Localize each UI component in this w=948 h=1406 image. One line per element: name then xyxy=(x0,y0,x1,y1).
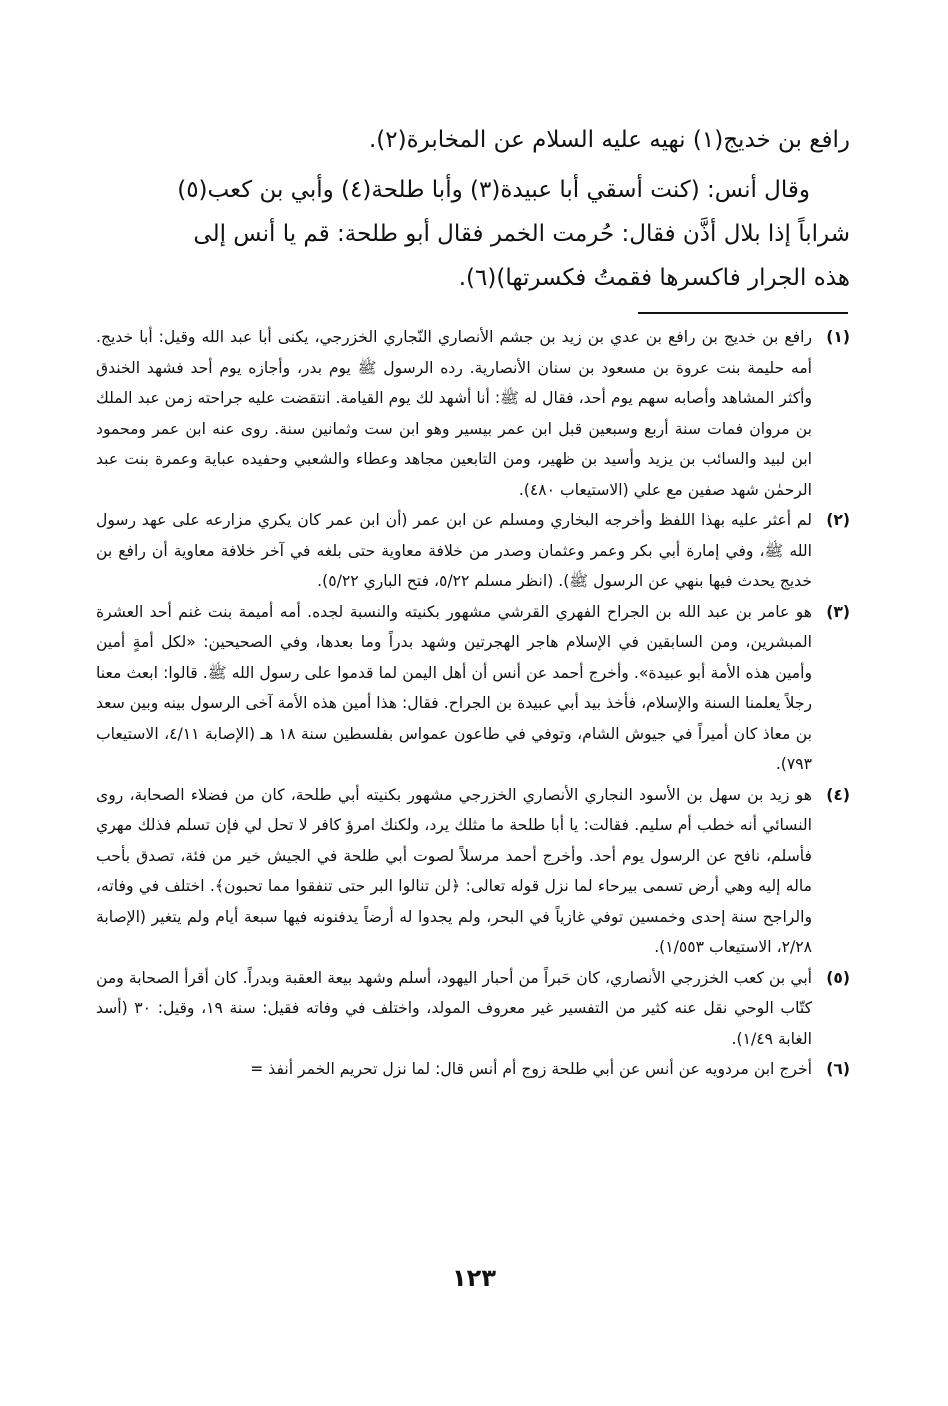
footnote-1 xyxy=(96,322,850,505)
footnote-text: أخرج ابن مردويه عن أنس عن أبي طلحة زوج أم أنس قال: لما نزل تحريم الخمر أنفذ = xyxy=(250,1060,812,1078)
main-text-line-1: رافع بن خديج(١) نهيه عليه السلام عن المخابرة(٢). xyxy=(369,127,850,153)
footnote-number: (٦) xyxy=(826,1060,850,1078)
footnote-6 xyxy=(96,1054,850,1085)
footnote-5 xyxy=(96,963,850,1055)
footnote-number: (١) xyxy=(826,328,850,346)
footnote-number: (٤) xyxy=(826,785,850,804)
footnote-3 xyxy=(96,597,850,780)
footnote-text: أبي بن كعب الخزرجي الأنصاري، كان حَبراً من أحبار اليهود، أسلم وشهد بيعة العقبة وبدراً. كان أقرأ الصحابة ومن كتّاب الوحي نقل عنه كثير من التفسير غير معروف المولد، واختلف في وفاته فقيل: سنة ١٩، وقيل: ٣٠ (أسد الغابة ١/٤٩). xyxy=(96,968,812,1048)
main-text-paragraph-2: وقال أنس: (كنت أسقي أبا عبيدة(٣) وأبا طلحة(٤) وأبي بن كعب(٥) شراباً إذا بلال أذَّن فقال: حُرمت الخمر فقال أبو طلحة: قم يا أنس إلى هذه الجرار فاكسرها فقمتُ فكسرتها)(٦). xyxy=(177,177,850,291)
footnote-4 xyxy=(96,780,850,963)
footnote-text: لم أعثر عليه بهذا اللفظ وأخرجه البخاري ومسلم عن ابن عمر (أن ابن عمر كان يكري مزارعه على عهد رسول الله ﷺ، وفي إمارة أبي بكر وعمر وعثمان وصدر من خلافة معاوية حتى بلغه في آخر خلافة معاوية أن رافع بن خديج يحدث فيها بنهي عن الرسول ﷺ). (انظر مسلم ٥/٢٢، فتح الباري ٥/٢٢). xyxy=(96,511,812,590)
footnote-text: هو زيد بن سهل بن الأسود النجاري الأنصاري الخزرجي مشهور بكنيته أبي طلحة، كان من فضلاء الصحابة، روى النسائي أنه خطب أم سليم. فقالت: يا أبا طلحة ما مثلك يرد، ولكنك امرؤ كافر لا تحل لي فإن تسلم فذلك مهري فأسلم، نافح عن الرسول يوم أحد. وأخرج أحمد مرسلاً لصوت أبي طلحة في الجيش خير من فئة، تصدق بأحب ماله إليه وهي أرض تسمى بيرحاء لما نزل قوله تعالى: ﴿لن تنالوا البر حتى تنفقوا مما تحبون﴾. اختلف في وفاته، والراجح سنة إحدى وخمسين توفي غازياً في البحر، ولم يجدوا له أرضاً يدفنونه فيها سبعة أيام ولم يتغير (الإصابة ٢/٢٨، الاستيعاب ١/٥٥٣). xyxy=(96,785,812,956)
footnotes xyxy=(96,322,850,1085)
page-number: ١٢٣ xyxy=(452,1264,496,1292)
footnote-separator-rule xyxy=(638,312,848,314)
main-text xyxy=(150,118,850,300)
footnote-text: هو عامر بن عبد الله بن الجراح الفهري القرشي مشهور بكنيته والنسبة لجده. أمه أميمة بنت غنم أحد العشرة المبشرين، ومن السابقين في الإسلام هاجر الهجرتين وشهد بدراً وما بعدها، وفي الصحيحين: «لكل أمةٍ أمين وأمين هذه الأمة أبو عبيدة». وأخرج أحمد عن أنس أن أهل اليمن لما قدموا على رسول الله ﷺ. قالوا: ابعث معنا رجلاً يعلمنا السنة والإسلام، فأخذ بيد أبي عبيدة بن الجراح. فقال: هذا أمين هذه الأمة آخى الرسول بينه وبين سعد بن معاذ كان أميراً في جيوش الشام، وتوفي في طاعون عمواس بفلسطين سنة ١٨ هـ (الإصابة ٤/١١، الاستيعاب ٧٩٣). xyxy=(96,602,813,773)
footnote-number: (٣) xyxy=(826,602,850,621)
footnote-number: (٥) xyxy=(826,968,850,987)
footnote-2 xyxy=(96,505,850,597)
footnote-text: رافع بن خديج بن رافع بن عدي بن زيد بن جشم الأنصاري النّجاري الخزرجي، يكنى أبا عبد الله وقيل: أبا خديج. أمه حليمة بنت عروة بن مسعود بن سنان الأنصارية. رده الرسول ﷺ يوم بدر، وأجازه يوم أحد فشهد الخندق وأكثر المشاهد وأصابه سهم يوم أحد، فقال له ﷺ: أنا أشهد لك يوم القيامة. انتقضت عليه جراحته زمن عبد الملك بن مروان فمات سنة أربع وسبعين قبل ابن عمر بيسير وهو ابن ست وثمانين سنة. روى عنه ابن عمر ومحمود ابن لبيد والسائب بن يزيد وأسيد بن ظهير، ومن التابعين مجاهد وعطاء والشعبي وحفيده عباية وعمرة بنت عبد الرحمٰن شهد صفين مع علي (الاستيعاب ٤٨٠). xyxy=(96,328,812,499)
footnote-number: (٢) xyxy=(826,511,850,529)
